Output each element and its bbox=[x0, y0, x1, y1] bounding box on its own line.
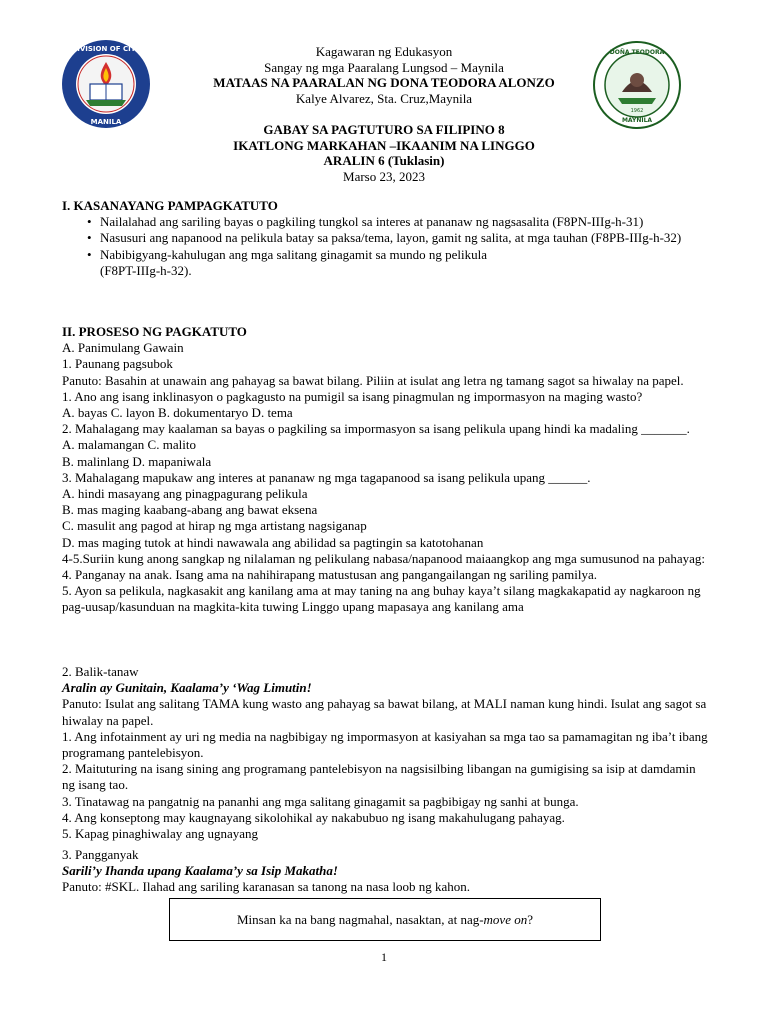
guide-title: GABAY SA PAGTUTURO SA FILIPINO 8 bbox=[263, 122, 505, 137]
review-item: 2. Maituturing na isang sining ang programang pantelebisyon na nagsisilbing libangan na gumigising sa isip at damdamin ng isang tao. bbox=[62, 761, 696, 793]
review-item: 4. Ang konseptong may kaugnayang sikolohikal ay nakabubuo ng isang makahulugang pahayag. bbox=[62, 809, 565, 825]
choice-line: A. bayas C. layon B. dokumentaryo D. tema bbox=[62, 405, 293, 421]
subsection-pretest: 1. Paunang pagsubok bbox=[62, 356, 173, 372]
question-box bbox=[169, 898, 601, 941]
motivation-label: 3. Pangganyak bbox=[62, 847, 139, 862]
page-number: 1 bbox=[381, 950, 387, 964]
competency-item: • Nailalahad ang sariling bayas o pagkiling tungkol sa interes at pananaw ng nagsasalita (F8PN-IIIg-h-31) bbox=[62, 214, 710, 230]
question-box-text: Minsan ka na bang nagmahal, nasaktan, at nag-move on? bbox=[236, 911, 534, 927]
choice-line: C. masulit ang pagod at hirap ng mga artistang nagsiganap bbox=[62, 518, 367, 534]
quarter-title: IKATLONG MARKAHAN –IKAANIM NA LINGGO bbox=[233, 138, 535, 153]
section2-heading: II. PROSESO NG PAGKATUTO bbox=[62, 324, 247, 339]
svg-text:MANILA: MANILA bbox=[90, 118, 122, 126]
svg-text:DOÑA TEODORA: DOÑA TEODORA bbox=[609, 49, 665, 56]
review-instruction: Panuto: Isulat ang salitang TAMA kung wasto ang pahayag sa bawat bilang, at MALI naman kung hindi. Isulat ang sagot sa hiwalay na papel. bbox=[62, 696, 707, 728]
review-item: 5. Kapag pinaghiwalay ang ugnayang bbox=[62, 826, 259, 842]
question-item: 2. Mahalagang may kaalaman sa bayas o pagkiling sa impormasyon sa isang pelikula upang hindi ka madaling _______. bbox=[62, 421, 690, 437]
choice-line: A. hindi masayang ang pinagpagurang pelikula bbox=[62, 486, 308, 502]
competency-list bbox=[62, 214, 710, 279]
section-process bbox=[62, 324, 710, 616]
svg-text:1962: 1962 bbox=[630, 108, 644, 114]
review-item: 3. Tinatawag na pangatnig na pananhi ang mga salitang ginagamit sa pagbibigay ng sanhi at bunga. bbox=[62, 793, 579, 809]
section-competencies bbox=[62, 198, 710, 279]
choice-line: D. mas maging tutok at hindi nawawala ang abilidad sa pagtingin sa katotohanan bbox=[62, 534, 484, 550]
pretest-instruction: Panuto: Basahin at unawain ang pahayag sa bawat bilang. Piliin at isulat ang letra ng tamang sagot sa hiwalay na papel. bbox=[62, 372, 684, 388]
department-line: Kagawaran ng Edukasyon bbox=[315, 44, 453, 59]
lesson-title: ARALIN 6 (Tuklasin) bbox=[323, 153, 445, 168]
motivation-title: Sarili’y Ihanda upang Kaalama’y sa Isip Makatha! bbox=[62, 863, 338, 879]
school-address: Kalye Alvarez, Sta. Cruz,Maynila bbox=[295, 91, 473, 106]
question-item: 4. Panganay na anak. Isang ama na nahihirapang matustusan ang pangangailangan ng sariling pamilya. bbox=[62, 567, 597, 583]
motivation-instruction: Panuto: #SKL. Ilahad ang sariling karanasan sa tanong na nasa loob ng kahon. bbox=[62, 879, 470, 895]
review-title: Aralin ay Gunitain, Kaalama’y ‘Wag Limutin! bbox=[62, 680, 312, 696]
competency-item: • Nabibigyang-kahulugan ang mga salitang ginagamit sa mundo ng pelikula (F8PT-IIIg-h-32). bbox=[62, 247, 710, 279]
lesson-date: Marso 23, 2023 bbox=[343, 169, 425, 184]
subsection-a: A. Panimulang Gawain bbox=[62, 340, 184, 356]
question-item: 1. Ano ang isang inklinasyon o pagkagusto na pumigil sa isang pinagmulan ng impormasyon na maging wasto? bbox=[62, 388, 643, 404]
section-review bbox=[62, 664, 710, 842]
choice-line: B. malinlang D. mapaniwala bbox=[62, 453, 212, 469]
competency-item: • Nasusuri ang napanood na pelikula batay sa paksa/tema, layon, gamit ng salita, at mga tauhan (F8PB-IIIg-h-32) bbox=[62, 230, 710, 246]
review-label: 2. Balik-tanaw bbox=[62, 664, 139, 679]
section-motivation bbox=[62, 847, 710, 896]
choice-line: A. malamangan C. malito bbox=[62, 437, 196, 453]
svg-text:MAYNILA: MAYNILA bbox=[621, 117, 653, 124]
school-name: MATAAS NA PAARALAN NG DONA TEODORA ALONZO bbox=[213, 75, 555, 90]
question-item: 4-5.Suriin kung anong sangkap ng nilalaman ng pelikulang nabasa/napanood maiaangkop ang mga sumusunod na pahayag: bbox=[62, 550, 705, 566]
question-item: 5. Ayon sa pelikula, nagkasakit ang kanilang ama at may taning na ang buhay kaya’t silang magkakapatid ay nagkaroon ng pag-uusap/kasunduan na magkita-kita tuwing Linggo upang mapasaya ang kanilang ama bbox=[62, 583, 701, 615]
division-line: Sangay ng mga Paaralang Lungsod – Maynila bbox=[264, 60, 504, 75]
svg-text:DIVISION OF CITY: DIVISION OF CITY bbox=[71, 45, 141, 53]
choice-line: B. mas maging kaabang-abang ang bawat eksena bbox=[62, 502, 318, 518]
section1-heading: I. KASANAYANG PAMPAGKATUTO bbox=[62, 198, 278, 213]
review-item: 1. Ang infotainment ay uri ng media na nagbibigay ng impormasyon at kasiyahan sa mga tao sa pamamagitan ng iba’t ibang programang pantelebisyon. bbox=[62, 728, 708, 761]
question-item: 3. Mahalagang mapukaw ang interes at pananaw ng mga tagapanood sa isang pelikula upang ______. bbox=[62, 469, 591, 485]
